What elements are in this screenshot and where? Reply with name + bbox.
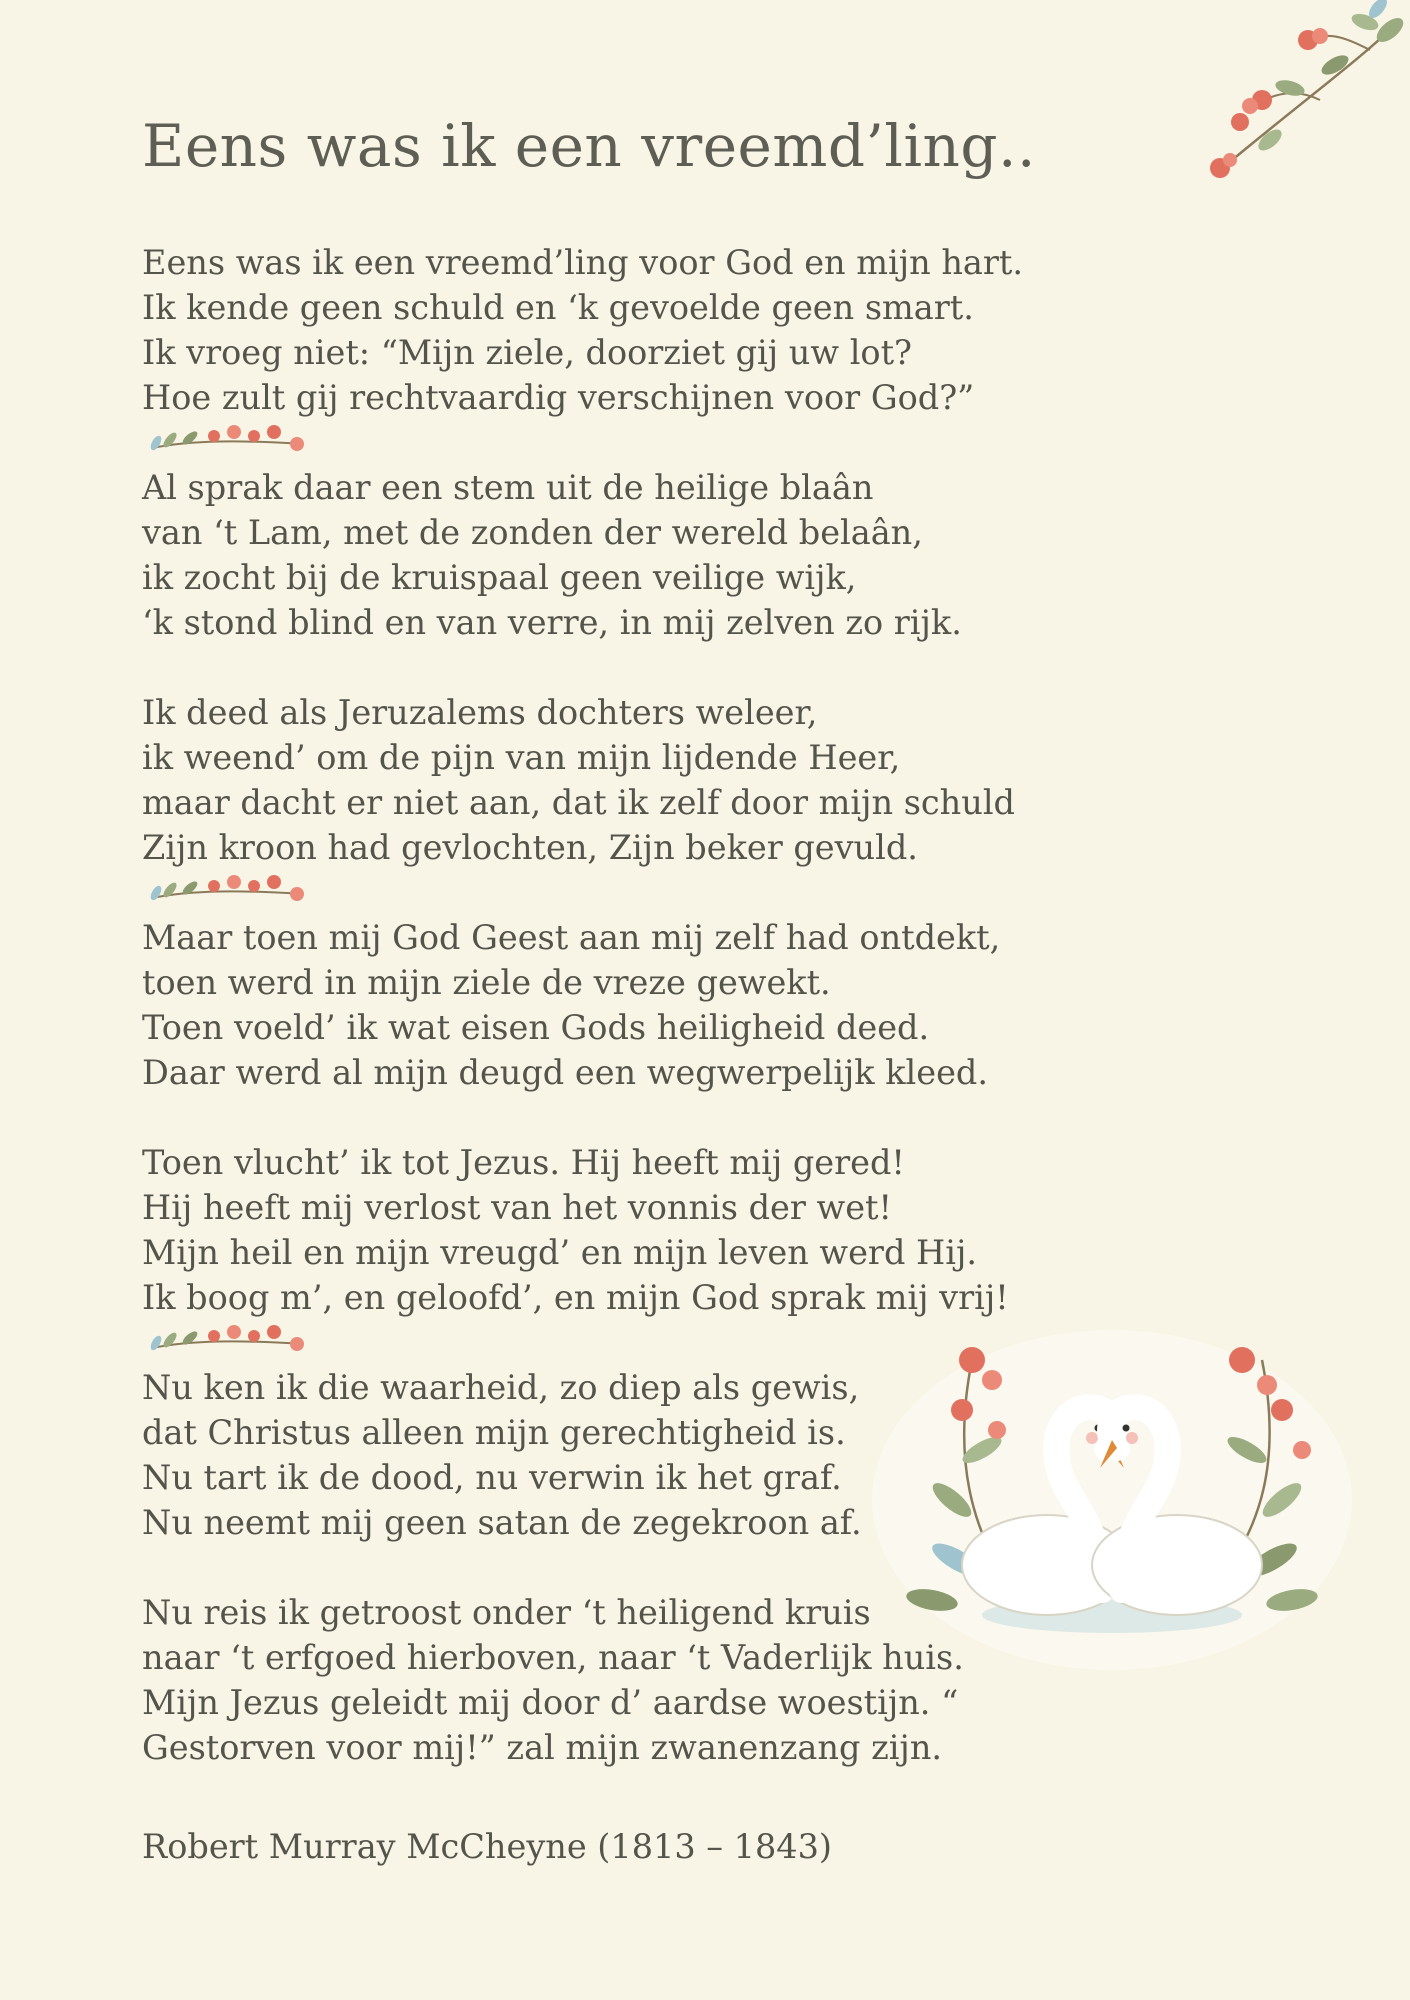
poem-line: Ik kende geen schuld en ‘k gevoelde geen smart. bbox=[142, 288, 974, 327]
poem-line: Nu reis ik getroost onder ‘t heiligend kruis bbox=[142, 1593, 871, 1632]
poem-line: Eens was ik een vreemd’ling voor God en mijn hart. bbox=[142, 243, 1024, 282]
poem-line: Ik vroeg niet: “Mijn ziele, doorziet gij uw lot? bbox=[142, 333, 912, 372]
poem-line: ik zocht bij de kruispaal geen veilige wijk, bbox=[142, 558, 857, 597]
poem-line: Gestorven voor mij!” zal mijn zwanenzang zijn. bbox=[142, 1728, 943, 1767]
stanza-gap bbox=[142, 870, 1023, 915]
poem-line: Maar toen mij God Geest aan mij zelf had ontdekt, bbox=[142, 918, 1001, 957]
poem-line: Ik boog m’, en geloofd’, en mijn God sprak mij vrij! bbox=[142, 1278, 1009, 1317]
poem-line: Nu ken ik die waarheid, zo diep als gewis, bbox=[142, 1368, 860, 1407]
poem-line: Zijn kroon had gevlochten, Zijn beker gevuld. bbox=[142, 828, 918, 867]
poem-line: Toen vlucht’ ik tot Jezus. Hij heeft mij gered! bbox=[142, 1143, 905, 1182]
poem-line: dat Christus alleen mijn gerechtigheid is. bbox=[142, 1413, 846, 1452]
stanza bbox=[142, 915, 1023, 1095]
swans-heart-icon bbox=[862, 1300, 1362, 1670]
poem-line: ik weend’ om de pijn van mijn lijdende Heer, bbox=[142, 738, 901, 777]
poem-line: van ‘t Lam, met de zonden der wereld belaân, bbox=[142, 513, 923, 552]
poem-title: Eens was ik een vreemd’ling.. bbox=[142, 112, 1036, 180]
poem-line: Nu tart ik de dood, nu verwin ik het graf. bbox=[142, 1458, 842, 1497]
flower-sprig-icon bbox=[142, 418, 307, 463]
stanza-gap bbox=[142, 645, 1023, 690]
poem-line: Mijn heil en mijn vreugd’ en mijn leven werd Hij. bbox=[142, 1233, 977, 1272]
poem-line: maar dacht er niet aan, dat ik zelf door mijn schuld bbox=[142, 783, 1015, 822]
flower-sprig-icon bbox=[142, 868, 307, 913]
poem-line: ‘k stond blind en van verre, in mij zelven zo rijk. bbox=[142, 603, 962, 642]
poem-line: Hoe zult gij rechtvaardig verschijnen voor God?” bbox=[142, 378, 975, 417]
poem-line: Toen voeld’ ik wat eisen Gods heiligheid deed. bbox=[142, 1008, 930, 1047]
poem-line: Ik deed als Jeruzalems dochters weleer, bbox=[142, 693, 818, 732]
poem-line: Mijn Jezus geleidt mij door d’ aardse woestijn. “ bbox=[142, 1683, 959, 1722]
poem-line: Daar werd al mijn deugd een wegwerpelijk kleed. bbox=[142, 1053, 989, 1092]
stanza bbox=[142, 240, 1023, 420]
poem-line: Al sprak daar een stem uit de heilige blaân bbox=[142, 468, 874, 507]
flower-sprig-icon bbox=[142, 1318, 307, 1363]
poem-line: toen werd in mijn ziele de vreze gewekt. bbox=[142, 963, 831, 1002]
poem-line: Nu neemt mij geen satan de zegekroon af. bbox=[142, 1503, 862, 1542]
poem-line: naar ‘t erfgoed hierboven, naar ‘t Vaderlijk huis. bbox=[142, 1638, 964, 1677]
poem-line: Hij heeft mij verlost van het vonnis der wet! bbox=[142, 1188, 892, 1227]
stanza bbox=[142, 690, 1023, 870]
stanza bbox=[142, 1140, 1023, 1320]
stanza-gap bbox=[142, 1095, 1023, 1140]
flower-branch-icon bbox=[1170, 0, 1410, 190]
stanza bbox=[142, 465, 1023, 645]
stanza-gap bbox=[142, 420, 1023, 465]
poem-author: Robert Murray McCheyne (1813 – 1843) bbox=[142, 1827, 833, 1866]
